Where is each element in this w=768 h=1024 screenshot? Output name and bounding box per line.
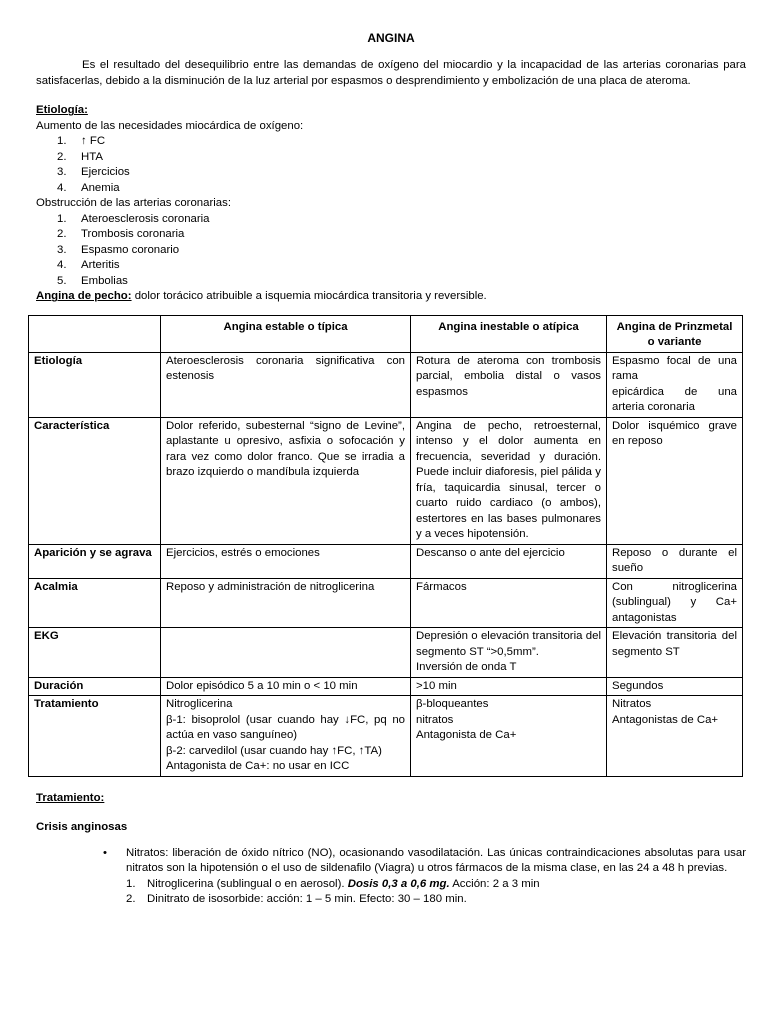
row-header: Duración xyxy=(29,677,161,696)
list-item-text: ↑ FC xyxy=(81,135,106,148)
column-header: Angina estable o típica xyxy=(161,315,411,352)
table-row xyxy=(29,677,743,696)
list-item-text: Ateroesclerosis coronaria xyxy=(81,212,210,225)
column-header: Angina inestable o atípica xyxy=(411,315,607,352)
table-row xyxy=(29,417,743,544)
list-item-text: Arteritis xyxy=(81,259,120,272)
list-item-text: Anemia xyxy=(81,181,120,194)
table-cell xyxy=(607,544,743,578)
list-item-number: 1. xyxy=(57,212,67,225)
list-item xyxy=(36,150,746,166)
table-header-row xyxy=(29,315,743,352)
table-cell xyxy=(411,417,607,544)
list-item xyxy=(36,274,746,290)
row-header: Acalmia xyxy=(29,578,161,628)
nitratos-sublist xyxy=(36,877,746,908)
cell-line: Depresión o elevación transitoria del segmento ST “>0,5mm”. xyxy=(416,630,601,658)
angina-pecho-label: Angina de pecho: xyxy=(36,290,132,303)
list-item-number: 3. xyxy=(57,166,67,179)
nitratos-bullet-text: Nitratos: liberación de óxido nítrico (NO), ocasionando vasodilatación. Las únicas contraindicaciones absolutas para usar nitratos son la hipotensión o el uso de sildenafilo (Viagra) u otros fármacos de la misma clase, en las 24 a 48 h previas. xyxy=(126,846,746,875)
cell-line: Reposo o durante el sueño xyxy=(612,546,737,575)
table-cell xyxy=(411,628,607,678)
table-cell xyxy=(161,578,411,628)
list-item-text: Ejercicios xyxy=(81,166,130,179)
cell-line: Fármacos xyxy=(416,580,467,593)
etiologia-group1-list xyxy=(36,134,746,196)
list-item-number: 2. xyxy=(57,228,67,241)
page-title: ANGINA xyxy=(367,31,415,45)
list-item xyxy=(36,165,746,181)
list-item-text: Nitroglicerina (sublingual o en aerosol). xyxy=(147,877,348,890)
cell-line: Rotura de ateroma con trombosis parcial, embolia distal o vasos espasmos xyxy=(416,354,601,398)
tratamiento-heading: Tratamiento: xyxy=(36,791,105,804)
row-header: Tratamiento xyxy=(29,696,161,777)
table-row xyxy=(29,628,743,678)
list-item xyxy=(36,243,746,259)
cell-line: Antagonistas de Ca+ xyxy=(612,713,719,726)
cell-line: Dolor episódico 5 a 10 min o < 10 min xyxy=(166,679,358,692)
document-page xyxy=(36,30,746,908)
list-item-number: 3. xyxy=(57,243,67,256)
cell-line: Ateroesclerosis coronaria significativa con estenosis xyxy=(166,354,405,383)
table-body xyxy=(29,352,743,776)
list-item-number: 2. xyxy=(57,150,67,163)
table-row xyxy=(29,544,743,578)
list-item-number: 1. xyxy=(57,135,67,148)
table-cell xyxy=(161,352,411,417)
angina-pecho-definition xyxy=(36,289,746,305)
etiologia-group1-title: Aumento de las necesidades miocárdica de oxígeno: xyxy=(36,119,304,132)
cell-line: Nitroglicerina xyxy=(166,698,233,711)
cell-line: β-2: carvedilol (usar cuando hay ↑FC, ↑TA) xyxy=(166,744,382,757)
etiologia-heading: Etiología: xyxy=(36,104,88,117)
table-cell xyxy=(607,417,743,544)
list-item-text: HTA xyxy=(81,150,103,163)
column-header: Angina de Prinzmetal o variante xyxy=(607,315,743,352)
list-item xyxy=(36,877,746,893)
table-cell xyxy=(411,578,607,628)
cell-line: Ejercicios, estrés o emociones xyxy=(166,546,320,559)
row-header: Característica xyxy=(29,417,161,544)
cell-line: Angina de pecho, retroesternal, intenso y el dolor aumenta en frecuencia, severidad y duración. Puede incluir diaforesis, piel pálida y fría, taquicardia sinusal, tercer o cuarto ruido cardiaco (o ambos), estertores en las bases pulmonares y a veces hipotensión. xyxy=(416,419,601,541)
cell-line: Inversión de onda T xyxy=(416,661,517,674)
table-row xyxy=(29,578,743,628)
row-header: Etiología xyxy=(29,352,161,417)
list-item xyxy=(36,892,746,908)
cell-line: Nitratos xyxy=(612,698,652,711)
cell-line: Antagonista de Ca+: no usar en ICC xyxy=(166,760,350,773)
table-cell xyxy=(607,352,743,417)
cell-line: Espasmo focal de una rama xyxy=(612,354,737,383)
row-header: EKG xyxy=(29,628,161,678)
table-row xyxy=(29,696,743,777)
cell-line: Dolor referido, subesternal “signo de Levine”, aplastante u opresivo, asfixia o sofocación y rara vez como dolor franco. Que se irradia a brazo izquierdo o mandíbula izquierda xyxy=(166,419,405,479)
table-cell xyxy=(161,544,411,578)
list-item-text: Embolias xyxy=(81,274,128,287)
angina-comparison-table xyxy=(28,315,743,777)
cell-line: Reposo y administración de nitroglicerina xyxy=(166,580,375,593)
list-item xyxy=(36,212,746,228)
angina-pecho-text: dolor torácico atribuible a isquemia miocárdica transitoria y reversible. xyxy=(131,290,487,303)
table-cell xyxy=(607,628,743,678)
list-item-text: Dinitrato de isosorbide: acción: 1 – 5 min. Efecto: 30 – 180 min. xyxy=(147,893,467,906)
cell-line: β-1: bisoprolol (usar cuando hay ↓FC, pq no actúa en vaso sanguíneo) xyxy=(166,713,405,742)
cell-line: Descanso o ante del ejercicio xyxy=(416,546,565,559)
nitratos-bullet xyxy=(36,846,746,877)
cell-line: >10 min xyxy=(416,679,457,692)
list-item-text: Acción: 2 a 3 min xyxy=(449,877,540,890)
list-item xyxy=(36,134,746,150)
table-cell xyxy=(411,696,607,777)
cell-line: Dolor isquémico grave en reposo xyxy=(612,419,737,448)
list-item-number: 4. xyxy=(57,181,67,194)
table-cell xyxy=(411,677,607,696)
table-cell xyxy=(607,578,743,628)
list-item xyxy=(36,227,746,243)
cell-line: Antagonista de Ca+ xyxy=(416,729,517,742)
table-cell xyxy=(411,544,607,578)
table-cell xyxy=(411,352,607,417)
list-item xyxy=(36,258,746,274)
list-item-number: 1. xyxy=(126,877,136,890)
table-cell xyxy=(607,696,743,777)
etiologia-group2-list xyxy=(36,212,746,290)
table-cell xyxy=(161,628,411,678)
table-cell xyxy=(161,696,411,777)
list-item-number: 2. xyxy=(126,893,136,906)
cell-line: nitratos xyxy=(416,713,454,726)
crisis-anginosas-heading: Crisis anginosas xyxy=(36,821,128,834)
dose-emphasis: Dosis 0,3 a 0,6 mg. xyxy=(347,877,450,890)
table-corner-cell xyxy=(29,315,161,352)
list-item-text: Espasmo coronario xyxy=(81,243,180,256)
table-row xyxy=(29,352,743,417)
list-item-text: Trombosis coronaria xyxy=(81,228,185,241)
cell-line: Con nitroglicerina (sublingual) y Ca+ antagonistas xyxy=(612,580,737,624)
cell-line: β-bloqueantes xyxy=(416,698,489,711)
row-header: Aparición y se agrava xyxy=(29,544,161,578)
list-item xyxy=(36,181,746,197)
cell-line: epicárdica de una arteria coronaria xyxy=(612,385,737,414)
bullet-marker: • xyxy=(103,846,107,859)
list-item-number: 5. xyxy=(57,274,67,287)
intro-paragraph: Es el resultado del desequilibrio entre las demandas de oxígeno del miocardio y la incapacidad de las arterias coronarias para satisfacerlas, debido a la disminución de la luz arterial por espasmos o desprendimiento y embolización de una placa de ateroma. xyxy=(36,59,746,87)
table-cell xyxy=(161,677,411,696)
list-item-number: 4. xyxy=(57,259,67,272)
table-cell xyxy=(161,417,411,544)
etiologia-group2-title: Obstrucción de las arterias coronarias: xyxy=(36,197,231,210)
cell-line: Elevación transitoria del segmento ST xyxy=(612,630,737,658)
table-cell xyxy=(607,677,743,696)
cell-line: Segundos xyxy=(612,679,664,692)
